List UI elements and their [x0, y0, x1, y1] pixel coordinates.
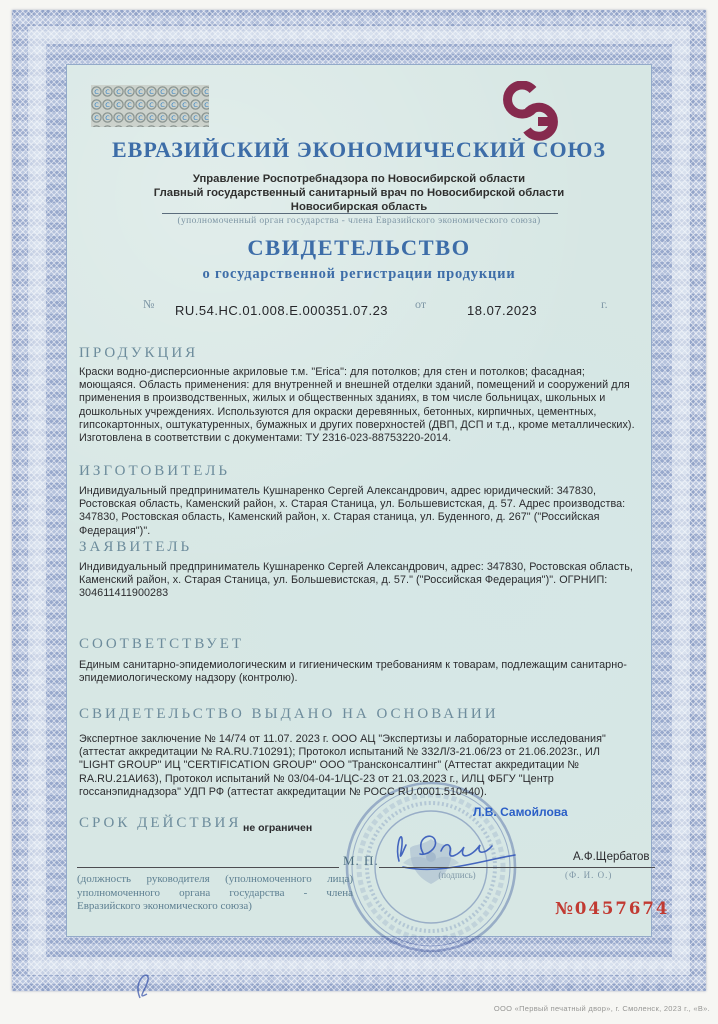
- hologram-sticker-icon: [91, 85, 209, 132]
- authority-line-2: Главный государственный санитарный врач по Новосибирской области: [153, 187, 565, 199]
- section-heading-manufacturer: ИЗГОТОВИТЕЛЬ: [79, 463, 231, 479]
- section-body-manufacturer: Индивидуальный предприниматель Кушнаренко Сергей Александрович, адрес юридический: 347830, Ростовская область, Каменский район, х. Старая Станица, ул. Большевистская, д. 57. Адрес производства: 347830, Ростовская область, Каменский район, х. Старая станица, ул. Буденного, д. 267" ("Российская Федерация")".: [79, 485, 626, 537]
- validity-value: не ограничен: [243, 822, 313, 834]
- section-body-applicant: Индивидуальный предприниматель Кушнаренко Сергей Александрович, адрес: 347830, Ростовская область, Каменский район, х. Старая Станица, ул. Большевистская, д. 57." ("Российская Федерация")". ОГРНИП: 304611411900283: [79, 561, 633, 600]
- authority-underline: [162, 213, 558, 214]
- section-heading-applicant: ЗАЯВИТЕЛЬ: [79, 539, 193, 555]
- fio-line: [529, 867, 655, 868]
- fio-name: А.Ф.Щербатов: [573, 851, 650, 863]
- guilloche-border-frame: [12, 10, 706, 991]
- issue-date: 18.07.2023: [467, 303, 538, 318]
- number-label: №: [143, 297, 155, 311]
- fio-caption: (Ф. И. О.): [565, 870, 613, 880]
- section-heading-conforms: СООТВЕТСТВУЕТ: [79, 636, 245, 652]
- authority-caption: (уполномоченный орган государства - члена Евразийского экономического союза): [177, 216, 541, 226]
- certificate-number: RU.54.НС.01.008.Е.000351.07.23: [175, 303, 389, 318]
- section-body-product: Краски водно-дисперсионные акриловые т.м. "Erica": для потолков; для стен и потолков; фасадная; моющаяся. Область применения: для внутренней и внешней отделки зданий, помещений и сооружений для применения в производственных, жилых и общественных зданиях, в том числе больницах, школьных и дошкольных учреждениях. Используются для окраски деревянных, бетонных, кирпичных, цементных, гипсокартонных, оштукатуренных, бумажных и других поверхностей (ДВП, ДСП и т.д., кроме металлических). Изготовлена в соответствии с документами: ТУ 2316-023-88753220-2014.: [79, 366, 635, 445]
- validity-heading: СРОК ДЕЙСТВИЯ: [79, 815, 242, 831]
- certificate-title: СВИДЕТЕЛЬСТВО: [247, 235, 471, 260]
- date-preposition: от: [415, 297, 427, 311]
- certificate-subtitle: о государственной регистрации продукции: [202, 266, 516, 282]
- position-caption: (должность руководителя (уполномоченного лица) уполномоченного органа государства - члена Евразийского экономического союза): [77, 873, 353, 912]
- section-body-basis: Экспертное заключение № 14/74 от 11.07. 2023 г. ООО АЦ "Экспертизы и лабораторные исследования" (аттестат аккредитации № RA.RU.710291); Протокол испытаний № 332Л/3-21.06/23 от 21.06.2023г., ИЛ "LIGHT GROUP" ИЦ "CERTIFICATION GROUP" ООО "Трансконсалтинг" (Аттестат аккредитации № RA.RU.21АИ63), Протокол испытаний № 03/04-04-1/ЦС-23 от 21.03.2023 г., ИЛЦ ФБГУ "Центр госсанэпиднадзора" УДП РФ (аттестат аккредитации № РОСС RU.0001.510440).: [79, 733, 606, 798]
- position-line: [77, 867, 339, 868]
- section-heading-basis: СВИДЕТЕЛЬСТВО ВЫДАНО НА ОСНОВАНИИ: [79, 706, 499, 722]
- eaeu-title: ЕВРАЗИЙСКИЙ ЭКОНОМИЧЕСКИЙ СОЮЗ: [111, 137, 607, 162]
- certificate-paper: [66, 64, 670, 937]
- section-body-conforms: Единым санитарно-эпидемиологическим и гигиеническим требованиям к товарам, подлежащим санитарно-эпидемиологическому надзору (контролю).: [79, 659, 627, 685]
- year-suffix: г.: [601, 297, 608, 311]
- official-name: Л.В. Самойлова: [473, 805, 568, 819]
- signature-line: [379, 867, 532, 868]
- pen-mark-icon: [130, 966, 160, 1011]
- authority-line-1: Управление Роспотребнадзора по Новосибирской области: [192, 173, 526, 185]
- authority-line-3: Новосибирская область: [290, 201, 428, 213]
- blank-serial-number: №0457674: [555, 899, 670, 918]
- section-heading-product: ПРОДУКЦИЯ: [79, 345, 199, 361]
- mp-label: М. П.: [343, 853, 379, 868]
- signature-caption: (подпись): [438, 870, 476, 880]
- printer-note: ООО «Первый печатный двор», г. Смоленск, 2023 г., «В».: [493, 1004, 710, 1013]
